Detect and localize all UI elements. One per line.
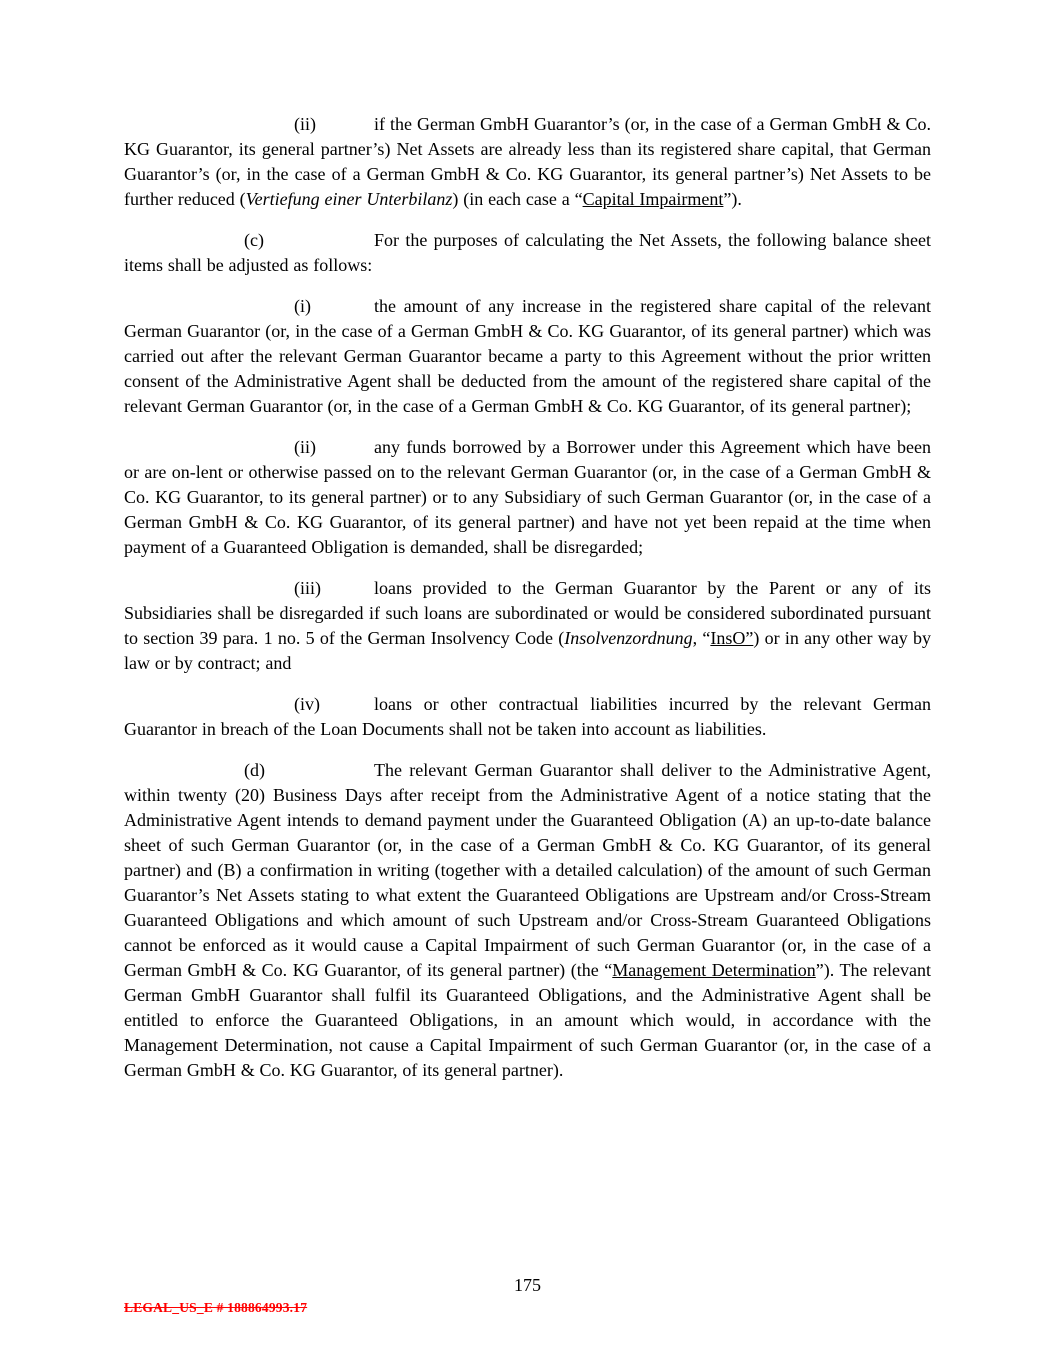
- paragraph-label: (iii): [294, 578, 321, 598]
- text-segment: For the purposes of calculating the Net Assets, the following balance sheet items shall be adjusted as follows:: [124, 230, 931, 275]
- text-segment: the amount of any increase in the registered share capital of the relevant German Guarantor (or, in the case of a German GmbH & Co. KG Guarantor, of its general partner) which was carried out after the relevant German Guarantor became a party to this Agreement without the prior written consent of the Administrative Agent shall be deducted from the amount of the registered share capital of the relevant German Guarantor (or, in the case of a German GmbH & Co. KG Guarantor, of its general partner);: [124, 296, 931, 416]
- text-segment-underline: Capital Impairment: [582, 189, 724, 209]
- text-segment: ) (in each case a “: [452, 189, 583, 209]
- paragraph-label: (iv): [294, 694, 320, 714]
- paragraph-iv-breach-liabilities: [124, 692, 931, 742]
- text-segment: ”). The relevant German GmbH Guarantor shall fulfil its Guaranteed Obligations, and the Administrative Agent shall be entitled to enforce the Guaranteed Obligations, in an amount which would, in accordance with the Management Determination, not cause a Capital Impairment of such German Guarantor (or, in the case of a German GmbH & Co. KG Guarantor, of its general partner).: [124, 960, 932, 1080]
- paragraph-i-share-capital-increase: [124, 294, 931, 419]
- text-segment: ”).: [723, 189, 742, 209]
- paragraph-c-net-assets-calculation: [124, 228, 931, 278]
- paragraph-label: (ii): [294, 437, 316, 457]
- text-segment-underline: Management Determination: [612, 960, 816, 980]
- text-segment: loans or other contractual liabilities incurred by the relevant German Guarantor in breach of the Loan Documents shall not be taken into account as liabilities.: [124, 694, 931, 739]
- text-segment: ) or in any other way by law or by contract; and: [124, 628, 931, 673]
- text-segment-italic: Vertiefung einer Unterbilanz: [245, 189, 453, 209]
- text-segment: , “: [692, 628, 711, 648]
- text-segment-italic: Insolvenzordnung: [564, 628, 693, 648]
- paragraph-d-management-determination: [124, 758, 931, 1083]
- document-body: [124, 112, 931, 1099]
- paragraph-ii-capital-impairment: [124, 112, 931, 212]
- text-segment-underline: InsO”: [710, 628, 754, 648]
- text-segment: loans provided to the German Guarantor by the Parent or any of its Subsidiaries shall be disregarded if such loans are subordinated or would be considered subordinated pursuant to section 39 para. 1 no. 5 of the German Insolvency Code (: [124, 578, 931, 648]
- paragraph-label: (d): [244, 760, 265, 780]
- text-segment: any funds borrowed by a Borrower under this Agreement which have been or are on-lent or otherwise passed on to the relevant German Guarantor (or, in the case of a German GmbH & Co. KG Guarantor, to its general partner) or to any Subsidiary of such German Guarantor (or, in the case of a German GmbH & Co. KG Guarantor, of its general partner) and have not yet been repaid at the time when payment of a Guaranteed Obligation is demanded, shall be disregarded;: [124, 437, 931, 557]
- page-number: 175: [514, 1275, 541, 1295]
- paragraph-iii-subordinated-loans: [124, 576, 931, 676]
- text-segment: if the German GmbH Guarantor’s (or, in the case of a German GmbH & Co. KG Guarantor, its general partner’s) Net Assets are already less than its registered share capital, that German Guarantor’s (or, in the case of a German GmbH & Co. KG Guarantor, its general partner’s) Net Assets to be further reduced (: [124, 114, 931, 209]
- paragraph-label: (c): [244, 230, 264, 250]
- paragraph-ii-borrowed-funds: [124, 435, 931, 560]
- footer-legal-stamp: LEGAL_US_E # 188864993.17: [124, 1300, 308, 1315]
- text-segment: The relevant German Guarantor shall deliver to the Administrative Agent, within twenty (20) Business Days after receipt from the Administrative Agent of a notice stating that the Administrative Agent intends to demand payment under the Guaranteed Obligation (A) an up-to-date balance sheet of such German Guarantor (or, in the case of a German GmbH & Co. KG Guarantor, of its general partner) and (B) a confirmation in writing (together with a detailed calculation) of the amount of such German Guarantor’s Net Assets stating to what extent the Guaranteed Obligations are Upstream and/or Cross-Stream Guaranteed Obligations and which amount of such Upstream and/or Cross-Stream Guaranteed Obligations cannot be enforced as it would cause a Capital Impairment of such German Guarantor (or, in the case of a German GmbH & Co. KG Guarantor, of its general partner) (the “: [124, 760, 931, 980]
- paragraph-label: (ii): [294, 114, 316, 134]
- paragraph-label: (i): [294, 296, 311, 316]
